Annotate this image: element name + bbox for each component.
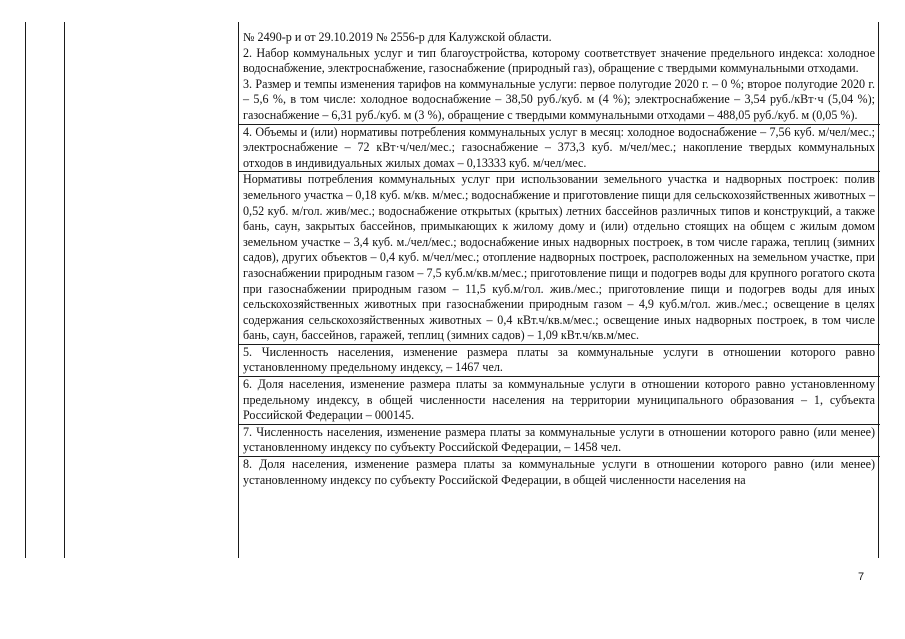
paragraph-text: 6. Доля населения, изменение размера платы за коммунальные услуги в отношении которого равно установленному предельному индексу, в общей численности населения на территории муниципального образования – 1, субъекта Российской Федерации – 000145. — [243, 377, 875, 423]
paragraph-text: 7. Численность населения, изменение размера платы за коммунальные услуги в отношении которого равно (или менее) установленному индексу по субъекту Российской Федерации, – 1458 чел. — [243, 424, 875, 455]
paragraph-block-7 — [238, 457, 880, 488]
paragraph-block-1 — [238, 30, 880, 125]
paragraph-block-6 — [238, 425, 880, 457]
paragraph-block-4 — [238, 345, 880, 377]
content-table — [25, 22, 879, 558]
paragraph-block-5 — [238, 377, 880, 425]
table-cell-text — [243, 30, 875, 488]
paragraph-text: № 2490-р и от 29.10.2019 № 2556-р для Калужской области. 2. Набор коммунальных услуг и тип благоустройства, которому соответствует значение предельного индекса: холодное водоснабжение, электроснабжение, газоснабжение (природный газ), обращение с твердыми коммунальными отходами. 3. Размер и темпы изменения тарифов на коммунальные услуги: первое полугодие 2020 г. – 0 %; второе полугодие 2020 г. – 5,6 %, в том числе: холодное водоснабжение – 38,50 руб./куб. м (4 %); электроснабжение – 3,54 руб./кВт·ч (5,04 %); газоснабжение – 6,31 руб./куб. м (3 %), обращение с твердыми коммунальными отходами – 488,05 руб./куб. м (0,05 %). — [243, 30, 875, 122]
paragraph-text: 4. Объемы и (или) нормативы потребления коммунальных услуг в месяц: холодное водоснабжение – 7,56 куб. м/чел/мес.; электроснабжение – 72 кВт·ч/чел/мес.; газоснабжение – 373,3 куб. м/чел/мес.; накопление твердых коммунальных отходов в индивидуальных жилых домах – 0,13333 куб. м/чел/мес. — [243, 124, 875, 170]
column-divider — [64, 22, 65, 558]
paragraph-text: 8. Доля населения, изменение размера платы за коммунальные услуги в отношении которого равно (или менее) установленному индексу по субъекту Российской Федерации, в общей численности населения на — [243, 457, 875, 487]
paragraph-text: 5. Численность населения, изменение размера платы за коммунальные услуги в отношении которого равно установленному предельному индексу, – 1467 чел. — [243, 344, 875, 375]
paragraph-block-3 — [238, 172, 880, 345]
page-number: 7 — [858, 571, 865, 583]
paragraph-text: Нормативы потребления коммунальных услуг при использовании земельного участка и надворных построек: полив земельного участка – 0,18 куб. м/кв. м/мес.; водоснабжение и приготовление пищи для сельскохозяйственных животных – 0,52 куб. м/гол. жив/мес.; водоснабжение открытых (крытых) летних бассейнов различных типов и конструкций, а также бань, саун, закрытых бассейнов, примыкающих к жилому дому и (или) отдельно стоящих на общем с жилым домом земельном участке – 3,4 куб. м./чел/мес.; водоснабжение иных надворных построек, в том числе гаража, теплиц (зимних садов), других объектов – 0,4 куб. м/чел/мес.; отопление надворных построек, расположенных на земельном участке, при газоснабжении природным газом – 7,5 куб.м/кв.м/мес.; приготовление пищи и подогрев воды для крупного рогатого скота при газоснабжении природным газом – 11,5 куб.м/гол. жив./мес.; приготовление пищи и подогрев воды для иных сельскохозяйственных животных при газоснабжении природным газом – 4,9 куб.м/гол. жив./мес.; освещение в целях содержания сельскохозяйственных животных – 0,4 кВт.ч/кв.м/мес.; освещение иных надворных построек, в том числе бань, саун, бассейнов, гаражей, теплиц (зимних садов) – 1,09 кВт.ч/кв.м/мес. — [243, 172, 875, 343]
paragraph-block-2 — [238, 125, 880, 173]
